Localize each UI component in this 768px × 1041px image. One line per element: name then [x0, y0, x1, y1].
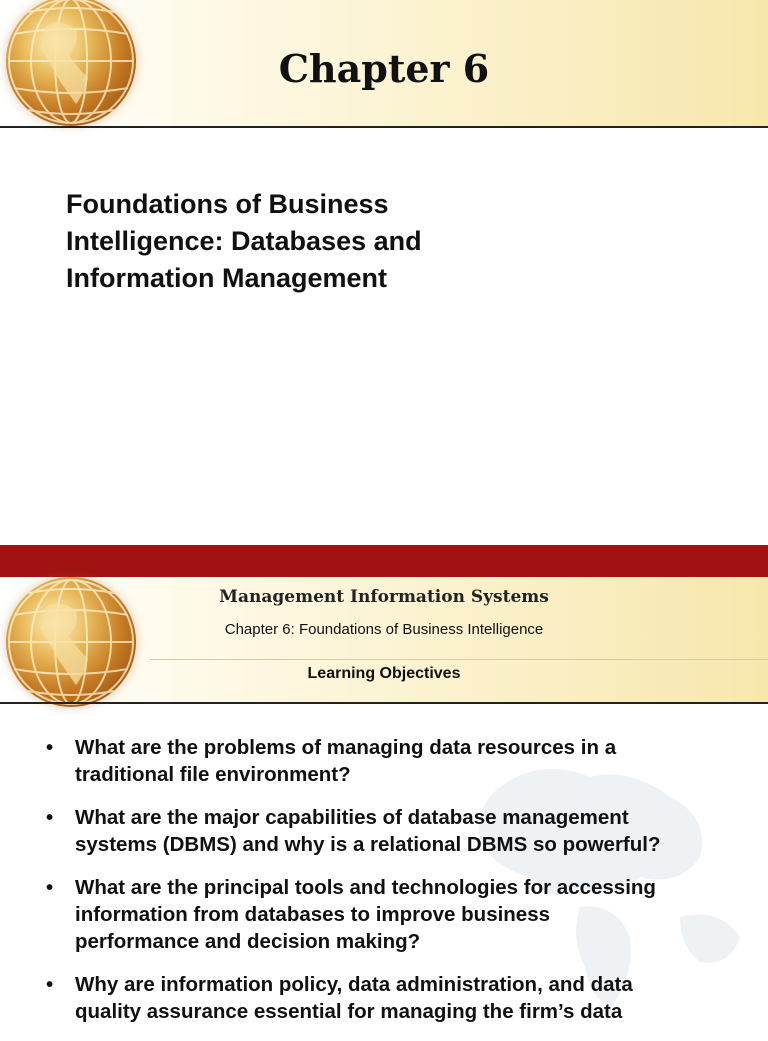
bullet-line: What are the major capabilities of database management	[75, 806, 629, 829]
slide-divider-band	[0, 545, 768, 577]
bullet-line: What are the principal tools and technologies for accessing	[75, 876, 656, 899]
bullet-line: Why are information policy, data administration, and data	[75, 973, 633, 996]
list-item	[46, 734, 746, 788]
header-rule	[0, 126, 768, 128]
subtitle-line: Foundations of Business	[66, 189, 389, 219]
bullet-marker: •	[46, 876, 54, 899]
list-item	[46, 874, 746, 955]
bullet-line: quality assurance essential for managing the firm’s data	[75, 1000, 623, 1023]
subtitle-line: Information Management	[66, 263, 388, 293]
objectives-slide	[0, 577, 768, 1024]
bullet-line: performance and decision making?	[75, 930, 421, 953]
bullet-line: systems (DBMS) and why is a relational DBMS so powerful?	[75, 833, 661, 856]
bullet-line: information from databases to improve business	[75, 903, 551, 926]
section-title: Learning Objectives	[307, 665, 461, 682]
list-item	[46, 804, 746, 858]
subtitle-line: Intelligence: Databases and	[66, 226, 422, 256]
header-divider	[150, 659, 768, 660]
list-item	[46, 971, 746, 1025]
bullet-marker: •	[46, 806, 54, 829]
bullet-line: traditional file environment?	[75, 763, 351, 786]
bullet-marker: •	[46, 973, 54, 996]
bullet-marker: •	[46, 736, 54, 759]
bullet-line: What are the problems of managing data resources in a	[75, 736, 617, 759]
chapter-title: Chapter 6	[278, 46, 490, 91]
header-rule	[0, 702, 768, 704]
objectives-list	[46, 734, 746, 1041]
chapter-subtitle: Chapter 6: Foundations of Business Intelligence	[224, 621, 544, 638]
chapter-subtitle	[66, 186, 496, 297]
course-title: Management Information Systems	[219, 587, 549, 607]
